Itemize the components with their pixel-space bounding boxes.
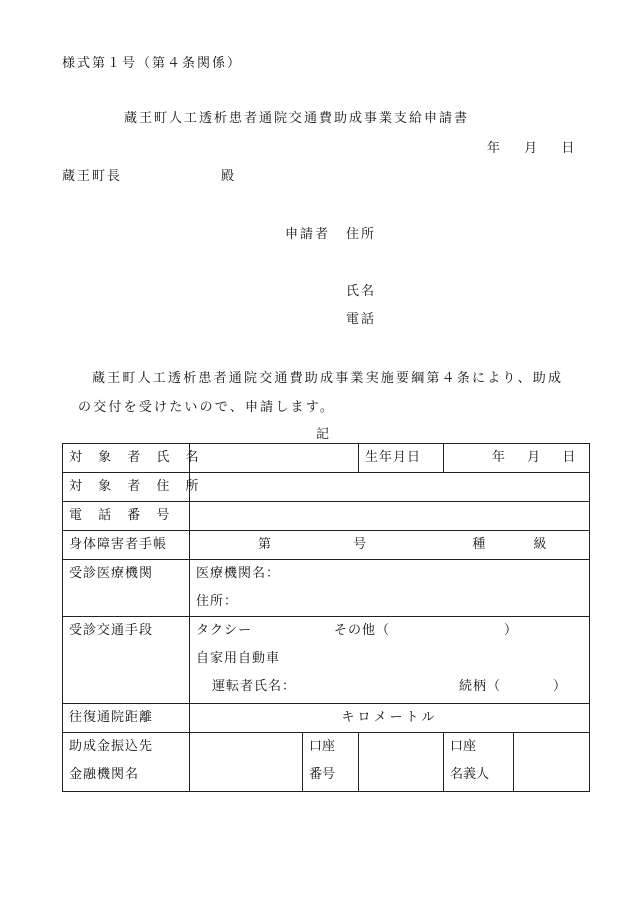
- book-gou: 号: [353, 537, 367, 552]
- transport-label: 受診交通手段: [63, 617, 190, 704]
- distance-field[interactable]: [190, 704, 590, 733]
- row-disability-book: [63, 531, 590, 560]
- book-dai: 第: [258, 537, 272, 552]
- body-text-line1: 蔵王町人工透析患者通院交通費助成事業実施要綱第４条により、助成: [92, 371, 564, 386]
- phone-number-field[interactable]: [190, 502, 590, 531]
- applicant-label: 申請者: [285, 227, 331, 242]
- subject-address-field[interactable]: [190, 473, 590, 502]
- private-car-option: 自家用自動車: [196, 651, 281, 666]
- disability-book-label: 身体障害者手帳: [63, 531, 190, 560]
- medical-institution-field[interactable]: [190, 560, 590, 617]
- taxi-option: タクシー: [196, 623, 253, 638]
- account-label: [303, 733, 359, 792]
- km-unit: キロメートル: [341, 710, 438, 725]
- transport-field[interactable]: [190, 617, 590, 704]
- account-number-label: 番号: [309, 767, 336, 782]
- row-phone: [63, 502, 590, 531]
- applicant-address-label: 住所: [346, 227, 377, 242]
- ki-heading: 記: [316, 427, 330, 442]
- birthdate-field[interactable]: [444, 444, 590, 473]
- bank-name-field[interactable]: [190, 733, 303, 792]
- date-month: 月: [524, 141, 538, 156]
- document-title: 蔵王町人工透析患者通院交通費助成事業支給申請書: [124, 111, 470, 126]
- other-option: その他（: [334, 623, 391, 638]
- birth-month: 月: [527, 450, 541, 465]
- account-holder-label-top: 口座: [450, 739, 477, 754]
- relation-close: ）: [553, 679, 568, 694]
- distance-label: 往復通院距離: [63, 704, 190, 733]
- row-subject-name: [63, 444, 590, 473]
- account-holder-label: [444, 733, 514, 792]
- institution-address-label: 住所：: [196, 594, 239, 609]
- addressee-town: 蔵王町長: [62, 169, 123, 184]
- relation-label: 続柄（: [459, 679, 502, 694]
- book-shu: 種: [472, 537, 486, 552]
- form-number: 様式第１号（第４条関係）: [62, 56, 243, 71]
- body-text-line2: の交付を受けたいので、申請します。: [78, 400, 336, 415]
- row-medical-institution: [63, 560, 590, 617]
- driver-name-label: 運転者氏名：: [212, 679, 297, 694]
- account-label-top: 口座: [309, 739, 336, 754]
- date-day: 日: [561, 141, 575, 156]
- subject-name-label: 対 象 者 氏 名: [63, 444, 190, 473]
- other-close: ）: [504, 623, 519, 638]
- transport-line1: [196, 617, 583, 645]
- date-line: [487, 137, 574, 156]
- row-transport: [63, 617, 590, 704]
- account-holder-field[interactable]: [514, 733, 590, 792]
- row-bank: [63, 733, 590, 792]
- row-subject-address: [63, 473, 590, 502]
- applicant-name-label: 氏名: [346, 284, 377, 299]
- addressee-honorific: 殿: [221, 169, 235, 184]
- subject-address-label: 対 象 者 住 所: [63, 473, 190, 502]
- institution-name-label: 医療機関名：: [196, 566, 281, 581]
- bank-label: [63, 733, 190, 792]
- book-kyu: 級: [533, 537, 547, 552]
- disability-book-field[interactable]: [190, 531, 590, 560]
- subject-name-field[interactable]: [190, 444, 359, 473]
- birthdate-label: 生年月日: [359, 444, 444, 473]
- phone-number-label: 電 話 番 号: [63, 502, 190, 531]
- medical-institution-label: 受診医療機関: [63, 560, 190, 617]
- bank-dest-label: 助成金振込先: [69, 739, 154, 754]
- birth-day: 日: [562, 450, 576, 465]
- account-holder-label-bottom: 名義人: [450, 767, 490, 782]
- birth-year: 年: [492, 450, 506, 465]
- date-year: 年: [487, 141, 501, 156]
- transport-line3: [196, 673, 583, 701]
- application-table: [62, 443, 590, 792]
- applicant-phone-label: 電話: [346, 312, 377, 327]
- bank-name-label: 金融機関名: [69, 767, 140, 782]
- account-number-field[interactable]: [359, 733, 444, 792]
- row-distance: [63, 704, 590, 733]
